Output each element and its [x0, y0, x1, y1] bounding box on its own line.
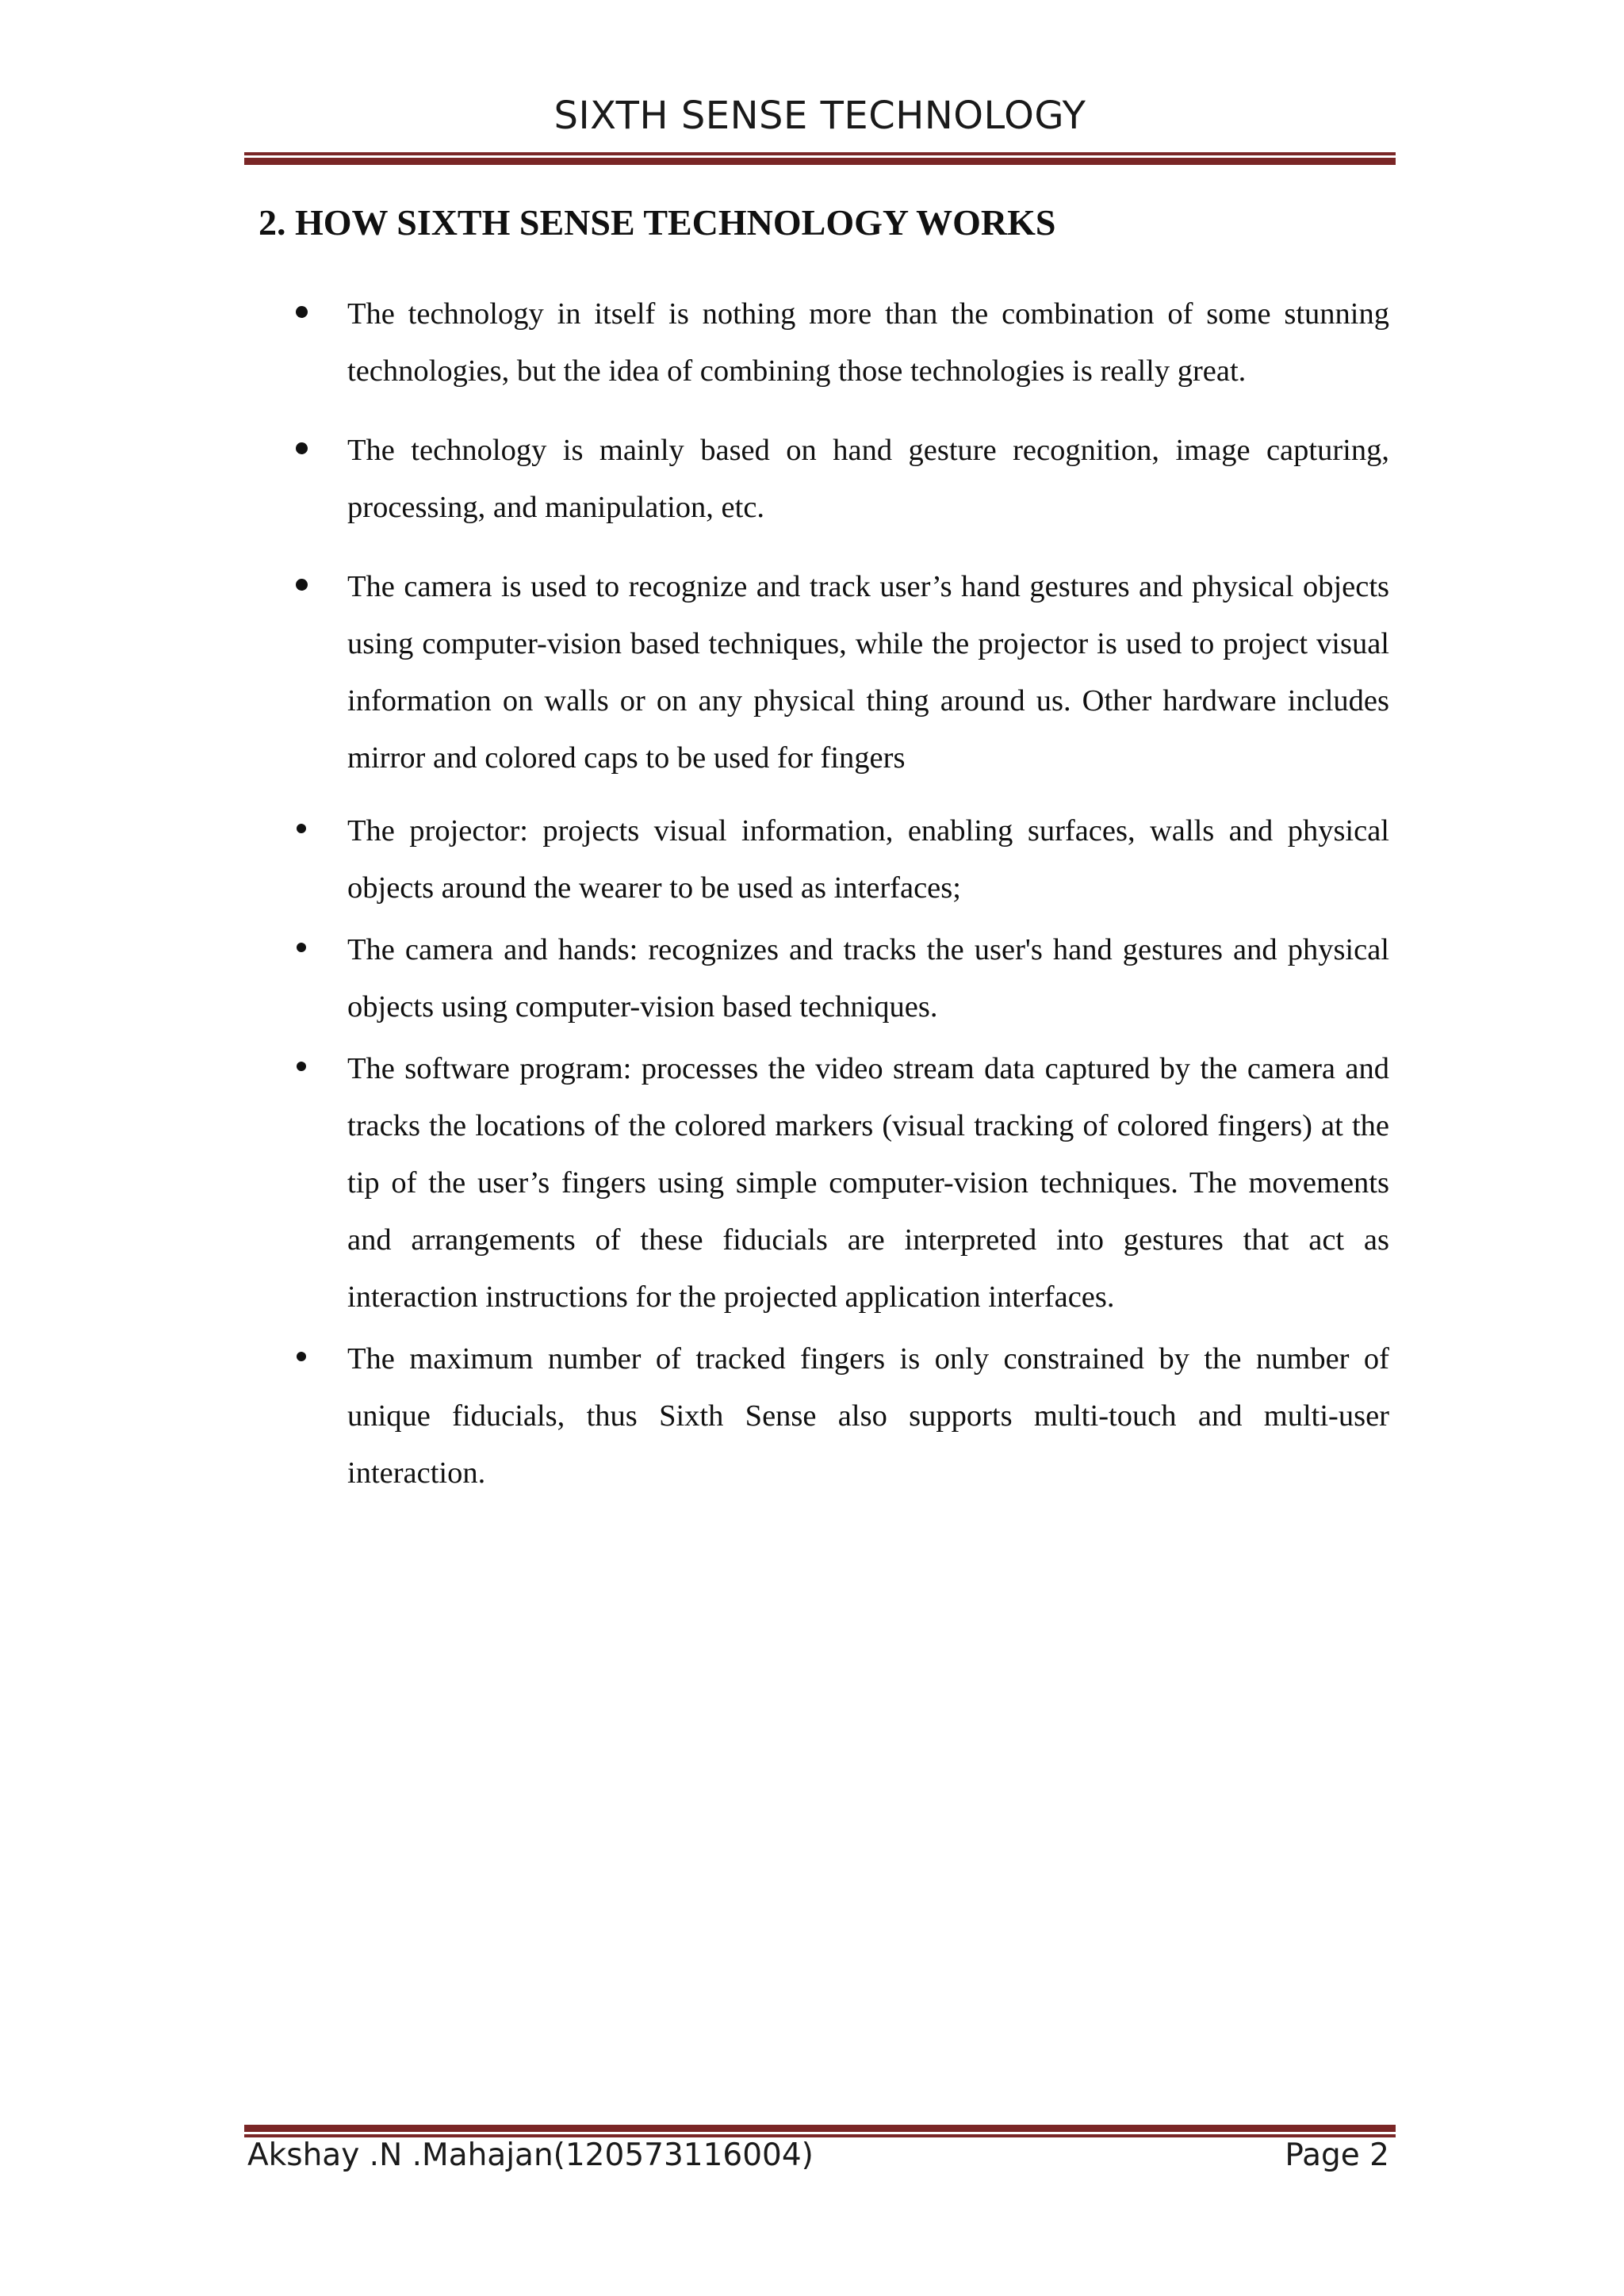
footer-page-number: Page 2 [1285, 2137, 1389, 2173]
list-item [295, 558, 1389, 786]
bullet-icon [295, 558, 308, 615]
bullet-list [295, 285, 1389, 1502]
bullet-icon [295, 1040, 308, 1097]
bullet-icon [295, 422, 308, 479]
page-footer [247, 2137, 1389, 2173]
list-item-text: The technology in itself is nothing more than the combination of some stunning technologies, but the idea of combining those technologies is really great. [347, 297, 1389, 388]
section-heading: 2. HOW SIXTH SENSE TECHNOLOGY WORKS [259, 202, 1056, 243]
list-item-text: The maximum number of tracked fingers is only constrained by the number of unique fiducials, thus Sixth Sense also supports multi-touch and multi-user interaction. [347, 1342, 1389, 1490]
list-item-text: The camera and hands: recognizes and tracks the user's hand gestures and physical objects using computer-vision based techniques. [347, 933, 1389, 1024]
list-item [295, 1040, 1389, 1326]
list-item [295, 921, 1389, 1035]
list-item-text: The camera is used to recognize and track user’s hand gestures and physical objects using computer-vision based techniques, while the projector is used to project visual information on walls or on any physical thing around us. Other hardware includes mirror and colored caps to be used for fingers [347, 570, 1389, 775]
list-item [295, 285, 1389, 400]
bullet-icon [295, 921, 308, 978]
header-rule [244, 152, 1396, 165]
list-item [295, 802, 1389, 916]
footer-rule [244, 2125, 1396, 2137]
footer-author: Akshay .N .Mahajan(120573116004) [247, 2137, 814, 2173]
bullet-icon [295, 802, 308, 859]
bullet-icon [295, 285, 308, 342]
list-item-text: The technology is mainly based on hand gesture recognition, image capturing, processing, and manipulation, etc. [347, 434, 1389, 524]
bullet-icon [295, 1330, 308, 1387]
list-item [295, 422, 1389, 536]
list-item-text: The projector: projects visual information, enabling surfaces, walls and physical objects around the wearer to be used as interfaces; [347, 814, 1389, 905]
list-item-text: The software program: processes the video stream data captured by the camera and tracks the locations of the colored markers (visual tracking of colored fingers) at the tip of the user’s fingers using simple computer-vision techniques. The movements and arrangements of these fiducials are interpreted into gestures that act as interaction instructions for the projected application interfaces. [347, 1052, 1389, 1314]
list-item [295, 1330, 1389, 1502]
page-header-title: SIXTH SENSE TECHNOLOGY [553, 94, 1086, 138]
